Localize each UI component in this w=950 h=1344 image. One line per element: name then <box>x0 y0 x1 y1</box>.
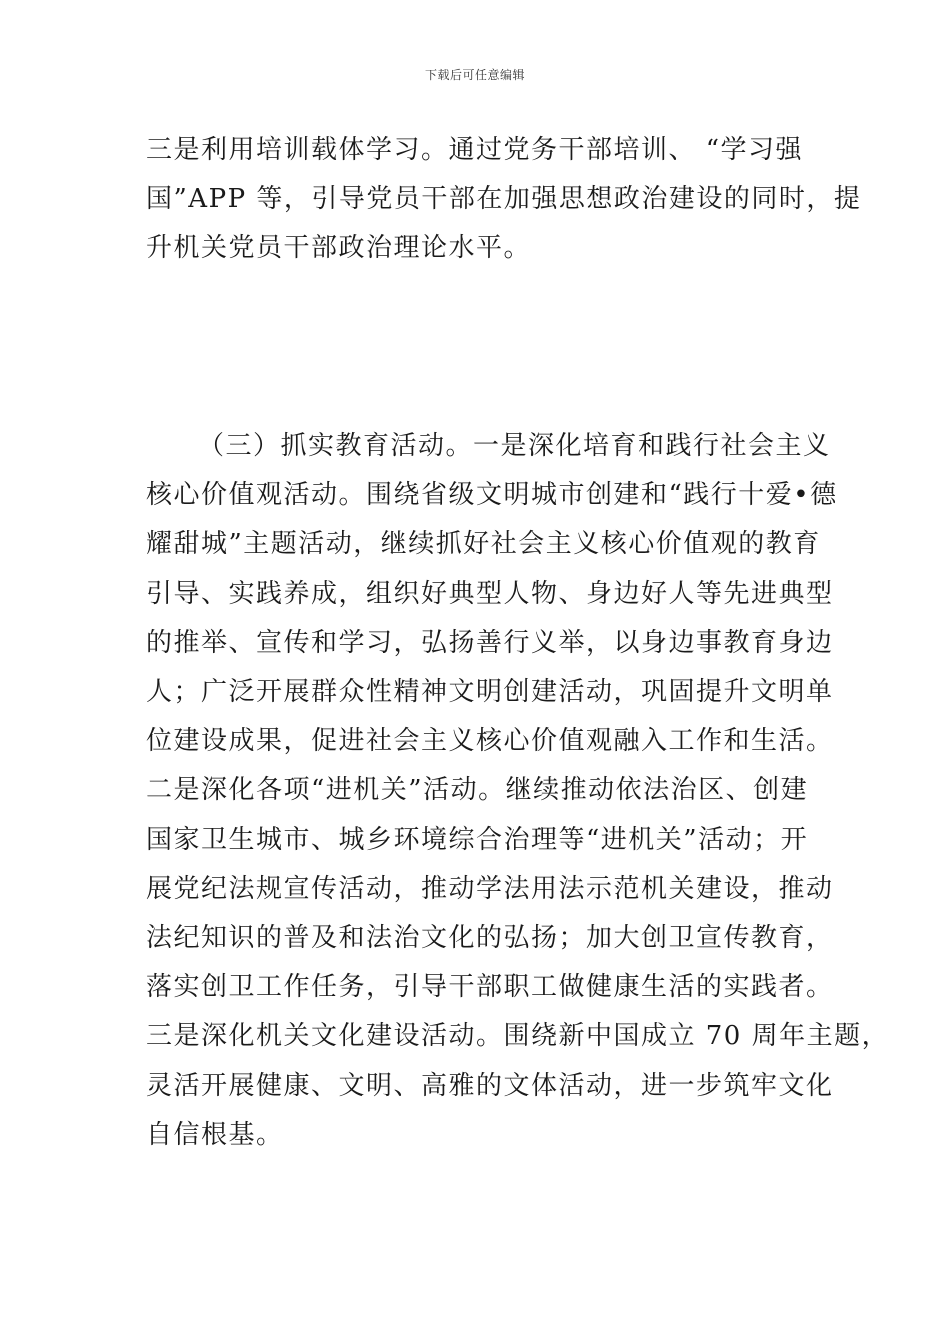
text-line: 的推举、宣传和学习，弘扬善行义举，以身边事教育身边 <box>146 627 834 658</box>
text-line: 国”APP 等，引导党员干部在加强思想政治建设的同时，提 <box>146 184 862 215</box>
text-line: 展党纪法规宣传活动，推动学法用法示范机关建设，推动 <box>146 873 834 904</box>
text-line: （三）抓实教育活动。一是深化培育和践行社会主义 <box>198 431 831 461</box>
text-line: 引导、实践养成，组织好典型人物、身边好人等先进典型 <box>146 578 834 609</box>
text-line: 自信根基。 <box>146 1119 284 1150</box>
text-line: 升机关党员干部政治理论水平。 <box>146 233 532 264</box>
page-header: 下载后可任意编辑 <box>424 68 525 82</box>
text-line: 落实创卫工作任务，引导干部职工做健康生活的实践者。 <box>146 972 834 1003</box>
paragraph-education-activities <box>146 422 890 1160</box>
text-line: 位建设成果，促进社会主义核心价值观融入工作和生活。 <box>146 726 834 757</box>
text-line: 耀甜城”主题活动，继续抓好社会主义核心价值观的教育 <box>146 529 821 560</box>
text-line: 核心价值观活动。围绕省级文明城市创建和“践行十爱•德 <box>146 480 838 511</box>
text-line: 人；广泛开展群众性精神文明创建活动，巩固提升文明单 <box>146 677 834 708</box>
text-line: 灵活开展健康、文明、高雅的文体活动，进一步筑牢文化 <box>146 1070 834 1101</box>
text-line: 三是深化机关文化建设活动。围绕新中国成立 70 周年主题， <box>146 1021 890 1052</box>
paragraph-training-study <box>146 126 862 274</box>
text-line: 国家卫生城市、城乡环境综合治理等“进机关”活动；开 <box>146 824 809 855</box>
text-line: 三是利用培训载体学习。通过党务干部培训、 “学习强 <box>146 135 804 165</box>
text-line: 二是深化各项“进机关”活动。继续推动依法治区、创建 <box>146 775 809 806</box>
text-line: 法纪知识的普及和法治文化的弘扬；加大创卫宣传教育， <box>146 923 834 954</box>
